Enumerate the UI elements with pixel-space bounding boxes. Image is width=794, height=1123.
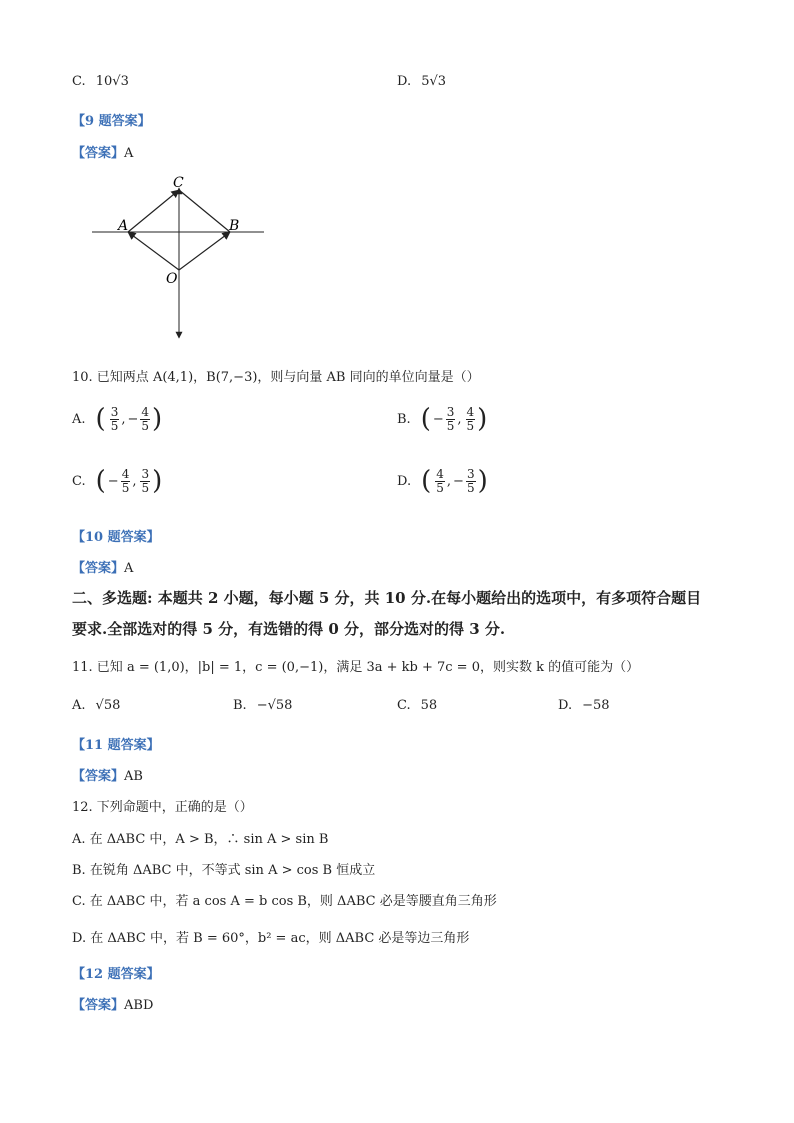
q11-stem: 11. 已知 a = (1,0)，|b| = 1，c = (0,−1)，满足 3a + kb + 7c = 0，则实数 k 的值可能为（）	[72, 660, 640, 675]
q11-answer-header: 【11 题答案】	[72, 738, 160, 753]
vector-ob	[179, 232, 230, 270]
q11-option-a: A. √58	[72, 698, 121, 713]
vector-ac	[128, 190, 179, 232]
q12-answer-header: 【12 题答案】	[72, 967, 160, 982]
section2-line2: 要求.全部选对的得 5 分，有选错的得 0 分，部分选对的得 3 分.	[72, 620, 506, 638]
point-label-a: A	[118, 218, 129, 234]
q11-option-c: C. 58	[397, 698, 438, 713]
q9-option-d: D. 5√3	[397, 74, 447, 89]
q12-option-a: A. 在 ΔABC 中，A > B，∴ sin A > sin B	[72, 832, 329, 847]
point-label-o: O	[166, 271, 178, 287]
q9-answer-header: 【9 题答案】	[72, 114, 151, 129]
q12-option-d: D. 在 ΔABC 中，若 B = 60°，b² = ac，则 ΔABC 必是等边三角形	[72, 931, 470, 946]
q11-option-d: D. −58	[558, 698, 610, 713]
q11-option-b: B. −√58	[233, 698, 293, 713]
section2-line1: 二、多选题: 本题共 2 小题，每小题 5 分，共 10 分.在每小题给出的选项中，有多项符合题目	[72, 589, 702, 607]
point-label-c: C	[173, 175, 184, 191]
q9-option-c: C. 10√3	[72, 74, 129, 89]
q12-option-b: B. 在锐角 ΔABC 中，不等式 sin A > cos B 恒成立	[72, 863, 376, 878]
point-label-b: B	[229, 218, 240, 234]
q10-option-b: B. ( − $\frac{3}{5}$ , $\frac{4}{5}$ )	[397, 404, 488, 434]
q9-answer: 【答案】A	[72, 146, 134, 161]
q10-option-d: D. ( $\frac{4}{5}$ , − $\frac{3}{5}$ )	[397, 466, 488, 496]
q12-option-c: C. 在 ΔABC 中，若 a cos A = b cos B，则 ΔABC 必是等腰直角三角形	[72, 894, 497, 909]
q9-vector-diagram	[86, 172, 270, 344]
q11-answer: 【答案】AB	[72, 769, 143, 784]
q12-stem: 12. 下列命题中，正确的是（）	[72, 800, 253, 815]
q12-answer: 【答案】ABD	[72, 998, 154, 1013]
segment-bc	[179, 190, 230, 232]
q10-answer-header: 【10 题答案】	[72, 530, 160, 545]
vector-oa	[128, 232, 179, 270]
q10-answer: 【答案】A	[72, 561, 134, 576]
q10-option-c: C. ( − $\frac{4}{5}$ , $\frac{3}{5}$ )	[72, 466, 163, 496]
q10-stem: 10. 已知两点 A(4,1)，B(7,−3)，则与向量 AB 同向的单位向量是（）	[72, 370, 480, 385]
q10-option-a: A. ( $\frac{3}{5}$ , − $\frac{4}{5}$ )	[72, 404, 163, 434]
